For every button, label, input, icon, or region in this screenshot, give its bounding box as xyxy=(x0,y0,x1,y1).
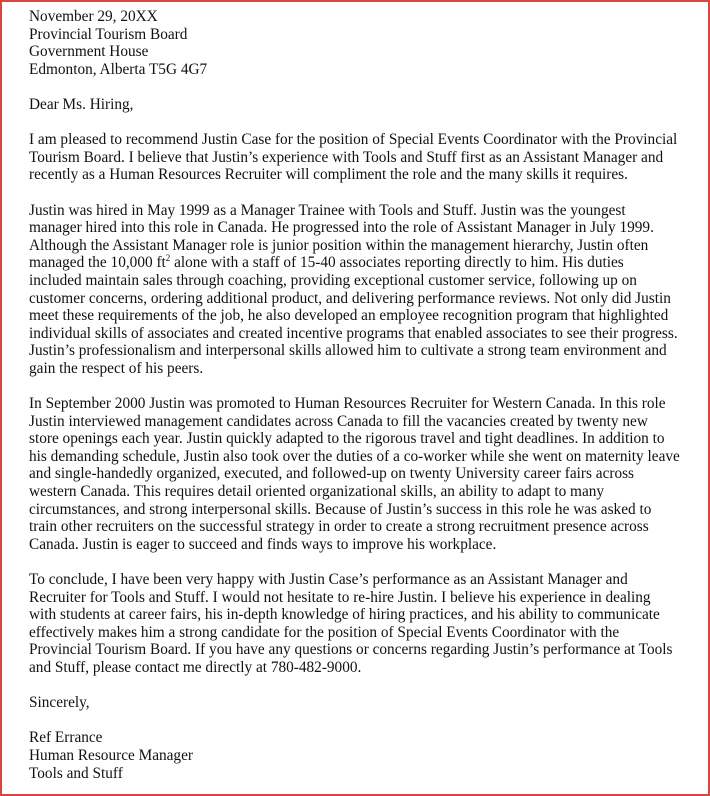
signature-block xyxy=(29,729,684,782)
recipient-city: Edmonton, Alberta T5G 4G7 xyxy=(29,60,208,78)
paragraph-line: and single-handedly organized, executed, and followed-up on twenty University career fairs across xyxy=(29,465,635,483)
closing: Sincerely, xyxy=(29,694,90,712)
paragraph-line: effectively makes him a strong candidate for the position of Special Events Coordinator with the xyxy=(29,623,620,641)
recommendation-letter xyxy=(29,8,684,782)
paragraph-line: meet these requirements of the job, he also developed an employee recognition program that highlighted xyxy=(29,307,669,325)
paragraph-line: Tourism Board. I believe that Justin’s experience with Tools and Stuff first as an Assistant Manager and xyxy=(29,148,664,166)
paragraph-line: Recruiter for Tools and Stuff. I would not hesitate to re-hire Justin. I believe his experience in dealing xyxy=(29,588,651,606)
paragraph-conclusion xyxy=(29,571,684,677)
paragraph-line: individual skills of associates and created incentive programs that enabled associates to see their progress. xyxy=(29,324,678,342)
paragraph-intro xyxy=(29,131,684,184)
superscript-two: 2 xyxy=(165,253,171,264)
paragraph-line: In September 2000 Justin was promoted to Human Resources Recruiter for Western Canada. In this role xyxy=(29,395,666,413)
letter-date: November 29, 20XX xyxy=(29,8,158,25)
paragraph-line: western Canada. This requires detail oriented organizational skills, an ability to adapt to many xyxy=(29,483,605,501)
line-start: managed the 10,000 ft xyxy=(29,254,166,272)
recipient-org: Provincial Tourism Board xyxy=(29,25,188,43)
paragraph-line: gain the respect of his peers. xyxy=(29,359,204,377)
recipient-building: Government House xyxy=(29,43,149,61)
date-block xyxy=(29,8,684,26)
recipient-address xyxy=(29,26,684,79)
paragraph-line: recently as a Human Resources Recruiter will compliment the role and the many skills it requires. xyxy=(29,166,628,184)
signer-title: Human Resource Manager xyxy=(29,746,193,764)
paragraph-line: train other recruiters on the successful strategy in order to create a strong recruitment presence across xyxy=(29,518,649,536)
paragraph-line-with-superscript xyxy=(29,254,684,272)
paragraph-line: Justin’s professionalism and interpersonal skills allowed him to cultivate a strong team environment and xyxy=(29,342,667,360)
paragraph-line: Provincial Tourism Board. If you have any questions or concerns regarding Justin’s performance at Tools xyxy=(29,641,673,659)
paragraph-line: manager hired into this role in Canada. He progressed into the role of Assistant Manager in July 1999. xyxy=(29,219,654,237)
paragraph-line: Justin interviewed management candidates across Canada to fill the vacancies created by twenty new xyxy=(29,412,648,430)
paragraph-line: with students at career fairs, his in-depth knowledge of hiring practices, and his ability to communicate xyxy=(29,606,660,624)
paragraph-line: and Stuff, please contact me directly at 780-482-9000. xyxy=(29,658,362,676)
paragraph-line: Canada. Justin is eager to succeed and finds ways to improve his workplace. xyxy=(29,535,497,553)
paragraph-line: included maintain sales through coaching, providing exceptional customer service, following up on xyxy=(29,271,637,289)
paragraph-hiring-history xyxy=(29,202,684,378)
signer-name: Ref Errance xyxy=(29,729,103,747)
paragraph-line: his demanding schedule, Justin also took over the duties of a co-worker while she went on maternity leave xyxy=(29,447,680,465)
salutation: Dear Ms. Hiring, xyxy=(29,95,134,113)
signer-company: Tools and Stuff xyxy=(29,764,123,782)
line-end: alone with a staff of 15-40 associates reporting directly to him. His duties xyxy=(170,254,624,272)
paragraph-promotion xyxy=(29,395,684,553)
paragraph-line: To conclude, I have been very happy with Justin Case’s performance as an Assistant Manager and xyxy=(29,571,628,588)
paragraph-line: store openings each year. Justin quickly adapted to the rigorous travel and tight deadlines. In addition to xyxy=(29,430,665,448)
paragraph-line: Although the Assistant Manager role is junior position within the management hierarchy, Justin often xyxy=(29,236,649,254)
paragraph-line: circumstances, and strong interpersonal skills. Because of Justin’s success in this role he was asked to xyxy=(29,500,652,518)
paragraph-line: I am pleased to recommend Justin Case for the position of Special Events Coordinator with the Provincial xyxy=(29,131,678,149)
paragraph-line: customer concerns, ordering additional product, and delivering performance reviews. Not only did Justin xyxy=(29,289,671,307)
paragraph-line: Justin was hired in May 1999 as a Manager Trainee with Tools and Stuff. Justin was the youngest xyxy=(29,201,626,219)
